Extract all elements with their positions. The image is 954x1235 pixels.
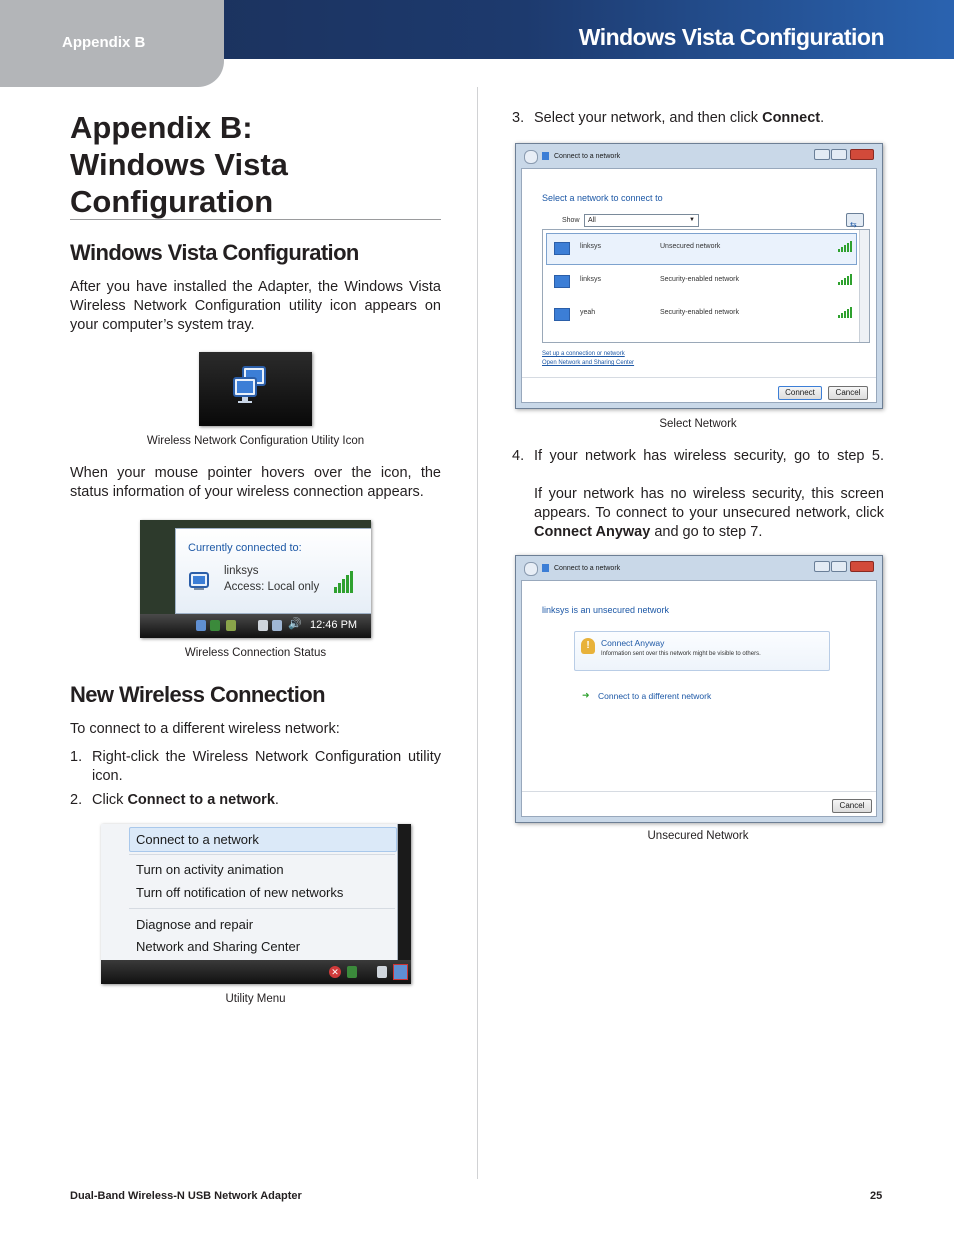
signal-strength-icon: [838, 274, 852, 285]
footer-product-name: Dual-Band Wireless-N USB Network Adapter: [70, 1190, 302, 1202]
header-title: Windows Vista Configuration: [578, 24, 884, 50]
taskbar: [140, 614, 371, 638]
refresh-icon: ⇆: [850, 220, 857, 229]
signal-strength-icon: [838, 307, 852, 318]
wireless-network-icon: [554, 242, 570, 255]
chevron-down-icon: ▼: [689, 217, 695, 223]
network-security: Security-enabled network: [660, 276, 739, 283]
unsecured-network-dialog: [515, 555, 883, 823]
status-popup: [175, 528, 371, 614]
section-heading-new-connection: New Wireless Connection: [70, 682, 325, 707]
step4-bold: Connect Anyway: [534, 524, 651, 540]
tray-computer-icon[interactable]: [258, 620, 268, 631]
status-screenshot: [140, 520, 371, 638]
tray-security-icon[interactable]: [347, 966, 357, 978]
tray-error-icon[interactable]: ✕: [329, 966, 341, 978]
tray-network-icon[interactable]: [393, 964, 408, 980]
signal-strength-icon: [334, 571, 353, 593]
back-arrow-icon[interactable]: [524, 150, 538, 164]
caption-select-network: Select Network: [659, 418, 737, 430]
step4-pre: If your network has no wireless security, this screen appears. To connect to your unsecured network, click: [534, 486, 884, 521]
tray-display-icon[interactable]: [272, 620, 282, 631]
network-name: linksys: [580, 243, 602, 250]
tray-computer-icon[interactable]: [377, 966, 387, 978]
network-icon: [542, 152, 549, 160]
minimize-button[interactable]: [814, 561, 830, 572]
network-name: yeah: [580, 309, 596, 316]
hover-paragraph: When your mouse pointer hovers over the icon, the status information of your wireless connection appears.: [70, 465, 441, 500]
step1-number: 1.: [70, 749, 83, 765]
network-row-linksys-unsecured[interactable]: [550, 233, 863, 263]
cancel-button[interactable]: Cancel: [832, 799, 872, 813]
arrow-right-icon: ➜: [582, 690, 590, 700]
step3-bold: Connect: [762, 110, 821, 126]
status-heading: Currently connected to:: [188, 542, 302, 554]
connect-anyway-option[interactable]: [574, 631, 830, 671]
network-monitors-icon: [199, 352, 312, 426]
status-network-name: linksys: [224, 565, 259, 577]
show-label: Show: [562, 217, 580, 224]
dialog-heading: Select a network to connect to: [542, 193, 663, 203]
connect-button[interactable]: Connect: [778, 386, 822, 400]
step2-text: [92, 791, 441, 810]
utility-icon-screenshot: [199, 352, 312, 426]
network-name: linksys: [580, 276, 602, 283]
utility-menu-screenshot: [101, 824, 411, 984]
maximize-button[interactable]: [831, 561, 847, 572]
network-icon: [542, 564, 549, 572]
tray-network-icon[interactable]: [196, 620, 206, 631]
caption-utility-icon: Wireless Network Configuration Utility Icon: [146, 435, 365, 447]
step3-pre: Select your network, and then click: [534, 110, 763, 126]
footer-separator: [522, 377, 876, 378]
setup-connection-link[interactable]: Set up a connection or network: [542, 351, 625, 357]
tray-app-icon[interactable]: [210, 620, 220, 631]
network-row-yeah[interactable]: [550, 299, 863, 329]
refresh-button[interactable]: [846, 213, 864, 227]
close-button[interactable]: [850, 149, 874, 160]
warning-shield-icon: !: [581, 638, 595, 654]
tray-security-icon[interactable]: [226, 620, 236, 631]
intro-paragraph: After you have installed the Adapter, the Windows Vista Wireless Network Configuration utility icon appears on your computer’s system tray.: [70, 279, 441, 333]
network-security: Unsecured network: [660, 243, 721, 250]
step2-post: .: [274, 792, 279, 808]
connect-anyway-desc: Information sent over this network might be visible to others.: [601, 651, 761, 657]
menu-item-diagnose[interactable]: Diagnose and repair: [136, 917, 254, 932]
dialog-title: Connect to a network: [554, 565, 621, 572]
caption-utility-menu: Utility Menu: [225, 993, 286, 1005]
maximize-button[interactable]: [831, 149, 847, 160]
connect-anyway-title: Connect Anyway: [601, 638, 665, 648]
minimize-button[interactable]: [814, 149, 830, 160]
speaker-icon[interactable]: 🔊: [288, 618, 302, 630]
step1-text: Right-click the Wireless Network Configuration utility icon.: [92, 749, 441, 784]
wireless-network-icon: [554, 308, 570, 321]
select-network-dialog: [515, 143, 883, 409]
step4-number: 4.: [512, 448, 525, 464]
menu-item-notification[interactable]: Turn off notification of new networks: [136, 885, 344, 900]
step3-number: 3.: [512, 110, 525, 126]
footer-page-number: 25: [870, 1190, 883, 1202]
close-button[interactable]: [850, 561, 874, 572]
step4-line1: If your network has wireless security, go to step 5.: [534, 448, 884, 464]
page-title-line2: Windows Vista: [70, 147, 288, 182]
menu-separator: [129, 908, 395, 909]
steps-intro: To connect to a different wireless network:: [70, 721, 340, 737]
page-title-line3: Configuration: [70, 184, 274, 219]
dialog-title: Connect to a network: [554, 153, 621, 160]
wireless-network-icon: [554, 275, 570, 288]
page-title: [70, 109, 450, 220]
signal-strength-icon: [838, 241, 852, 252]
network-security: Security-enabled network: [660, 309, 739, 316]
step2-bold: Connect to a network: [127, 792, 275, 808]
network-row-linksys-secured[interactable]: [550, 266, 863, 296]
step2-pre: Click: [92, 792, 128, 808]
header-tab-label: Appendix B: [62, 34, 146, 51]
cancel-button[interactable]: Cancel: [828, 386, 868, 400]
tray-clock: 12:46 PM: [310, 619, 358, 631]
menu-item-sharing-center[interactable]: Network and Sharing Center: [136, 939, 301, 954]
context-menu: [101, 824, 398, 960]
dialog-body: [521, 168, 877, 403]
status-access: Access: Local only: [224, 581, 320, 593]
step3-text: [534, 109, 884, 128]
menu-item-activity-animation[interactable]: Turn on activity animation: [136, 862, 284, 877]
show-dropdown-value: All: [588, 217, 596, 224]
step2-number: 2.: [70, 792, 83, 808]
title-rule: [70, 219, 441, 220]
menu-item-connect[interactable]: Connect to a network: [136, 832, 259, 847]
show-dropdown[interactable]: [584, 214, 699, 227]
wireless-computer-icon: [188, 567, 216, 595]
menu-separator: [129, 854, 395, 855]
taskbar: [101, 960, 411, 984]
section-heading-vista: Windows Vista Configuration: [70, 240, 359, 265]
connect-different-network-link[interactable]: Connect to a different network: [598, 691, 712, 701]
dialog-heading: linksys is an unsecured network: [542, 605, 670, 615]
dialog-body: [521, 580, 877, 817]
back-arrow-icon[interactable]: [524, 562, 538, 576]
step4-paragraph: [534, 485, 884, 542]
sharing-center-link[interactable]: Open Network and Sharing Center: [542, 360, 635, 366]
caption-unsecured-network: Unsecured Network: [647, 830, 749, 842]
column-divider: [477, 87, 478, 1179]
step4-post: and go to step 7.: [650, 524, 763, 540]
page-title-line1: Appendix B:: [70, 110, 253, 145]
caption-connection-status: Wireless Connection Status: [184, 647, 327, 659]
footer-separator: [522, 791, 876, 792]
step3-post: .: [820, 110, 825, 126]
